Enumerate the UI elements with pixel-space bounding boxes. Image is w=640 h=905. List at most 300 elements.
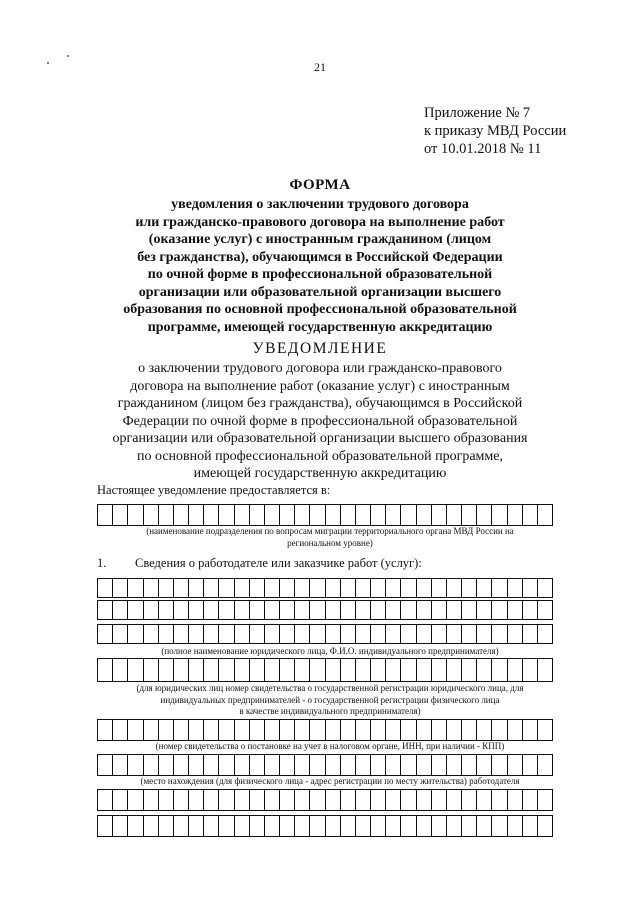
character-cell[interactable] [219, 579, 234, 597]
character-cell[interactable] [432, 720, 447, 740]
character-cell[interactable] [98, 755, 113, 775]
character-cell[interactable] [386, 659, 401, 681]
character-cell[interactable] [159, 505, 174, 525]
character-cell[interactable] [174, 755, 189, 775]
character-cell[interactable] [326, 579, 341, 597]
character-cell[interactable] [462, 625, 477, 643]
character-cell[interactable] [371, 790, 386, 810]
character-cell[interactable] [326, 625, 341, 643]
character-cell[interactable] [492, 601, 507, 619]
character-cell[interactable] [386, 755, 401, 775]
character-cell[interactable] [144, 505, 159, 525]
character-cell[interactable] [189, 659, 204, 681]
character-cell[interactable] [189, 816, 204, 836]
tax-grid[interactable] [97, 719, 553, 741]
character-cell[interactable] [538, 659, 553, 681]
character-cell[interactable] [280, 755, 295, 775]
address-grid-row[interactable] [97, 789, 553, 811]
character-cell[interactable] [371, 720, 386, 740]
character-cell[interactable] [113, 505, 128, 525]
character-cell[interactable] [235, 816, 250, 836]
section1-title: Сведения о работодателе или заказчике работ (услуг): [135, 556, 422, 570]
character-cell[interactable] [432, 625, 447, 643]
character-cell[interactable] [477, 505, 492, 525]
character-cell[interactable] [144, 720, 159, 740]
character-cell[interactable] [280, 720, 295, 740]
character-cell[interactable] [280, 816, 295, 836]
character-cell[interactable] [159, 625, 174, 643]
character-cell[interactable] [326, 755, 341, 775]
character-cell[interactable] [492, 579, 507, 597]
character-cell[interactable] [492, 625, 507, 643]
character-cell[interactable] [128, 755, 143, 775]
character-cell[interactable] [128, 505, 143, 525]
subtitle-line: (оказание услуг) с иностранным гражданином (лицом [148, 232, 492, 247]
subtitle-line: по очной форме в профессиональной образовательной [147, 267, 493, 282]
character-cell[interactable] [310, 601, 325, 619]
character-cell[interactable] [523, 659, 538, 681]
character-cell[interactable] [113, 790, 128, 810]
character-cell[interactable] [371, 505, 386, 525]
character-cell[interactable] [204, 755, 219, 775]
character-cell[interactable] [417, 579, 432, 597]
character-cell[interactable] [538, 755, 553, 775]
character-cell[interactable] [295, 579, 310, 597]
character-cell[interactable] [477, 755, 492, 775]
character-cell[interactable] [98, 625, 113, 643]
character-cell[interactable] [128, 790, 143, 810]
caption-line: индивидуальных предпринимателей - о государственной регистрации физического лица [160, 694, 500, 705]
character-cell[interactable] [356, 755, 371, 775]
character-cell[interactable] [310, 659, 325, 681]
character-cell[interactable] [386, 601, 401, 619]
character-cell[interactable] [508, 816, 523, 836]
notice-line: Федерации по очной форме в профессиональной образовательной [122, 413, 518, 429]
character-cell[interactable] [159, 579, 174, 597]
character-cell[interactable] [204, 505, 219, 525]
character-cell[interactable] [250, 790, 265, 810]
character-cell[interactable] [447, 755, 462, 775]
character-cell[interactable] [538, 790, 553, 810]
character-cell[interactable] [204, 601, 219, 619]
form-title: ФОРМА [289, 177, 351, 193]
character-cell[interactable] [432, 755, 447, 775]
character-cell[interactable] [417, 816, 432, 836]
subtitle-line: программе, имеющей государственную аккредитацию [147, 319, 493, 335]
character-cell[interactable] [477, 720, 492, 740]
character-cell[interactable] [508, 720, 523, 740]
character-cell[interactable] [371, 601, 386, 619]
character-cell[interactable] [144, 790, 159, 810]
character-cell[interactable] [204, 720, 219, 740]
character-cell[interactable] [265, 790, 280, 810]
character-cell[interactable] [189, 625, 204, 643]
character-cell[interactable] [235, 755, 250, 775]
character-cell[interactable] [462, 505, 477, 525]
character-cell[interactable] [310, 505, 325, 525]
character-cell[interactable] [341, 579, 356, 597]
character-cell[interactable] [356, 659, 371, 681]
full-name-grid-row[interactable] [97, 578, 553, 598]
character-cell[interactable] [508, 579, 523, 597]
address-grid[interactable] [97, 754, 553, 776]
character-cell[interactable] [189, 579, 204, 597]
character-cell[interactable] [250, 625, 265, 643]
character-cell[interactable] [98, 505, 113, 525]
character-cell[interactable] [341, 816, 356, 836]
character-cell[interactable] [356, 579, 371, 597]
character-cell[interactable] [310, 579, 325, 597]
character-cell[interactable] [174, 625, 189, 643]
character-cell[interactable] [371, 659, 386, 681]
character-cell[interactable] [508, 625, 523, 643]
character-cell[interactable] [492, 505, 507, 525]
character-cell[interactable] [265, 601, 280, 619]
character-cell[interactable] [295, 659, 310, 681]
character-cell[interactable] [341, 755, 356, 775]
character-cell[interactable] [265, 720, 280, 740]
character-cell[interactable] [204, 659, 219, 681]
character-cell[interactable] [447, 505, 462, 525]
notice-line: по основной профессиональной образовательной программе, [136, 448, 503, 464]
character-cell[interactable] [250, 816, 265, 836]
full-name-caption: (полное наименование юридического лица, Ф.И.О. индивидуального предпринимателя) [161, 646, 499, 656]
character-cell[interactable] [174, 720, 189, 740]
character-cell[interactable] [113, 625, 128, 643]
character-cell[interactable] [386, 505, 401, 525]
character-cell[interactable] [523, 625, 538, 643]
character-cell[interactable] [189, 505, 204, 525]
full-name-grid-row[interactable] [97, 600, 553, 620]
character-cell[interactable] [462, 601, 477, 619]
registration-grid[interactable] [97, 658, 553, 682]
character-cell[interactable] [113, 659, 128, 681]
character-cell[interactable] [235, 790, 250, 810]
character-cell[interactable] [295, 625, 310, 643]
character-cell[interactable] [401, 579, 416, 597]
character-cell[interactable] [371, 816, 386, 836]
character-cell[interactable] [295, 720, 310, 740]
character-cell[interactable] [462, 790, 477, 810]
character-cell[interactable] [113, 720, 128, 740]
character-cell[interactable] [144, 625, 159, 643]
character-cell[interactable] [235, 579, 250, 597]
character-cell[interactable] [508, 505, 523, 525]
notice-title: УВЕДОМЛЕНИЕ [252, 340, 388, 357]
character-cell[interactable] [98, 720, 113, 740]
character-cell[interactable] [174, 505, 189, 525]
character-cell[interactable] [477, 625, 492, 643]
character-cell[interactable] [508, 790, 523, 810]
character-cell[interactable] [508, 601, 523, 619]
character-cell[interactable] [204, 625, 219, 643]
appendix-line: Приложение № 7 [424, 105, 531, 121]
character-cell[interactable] [280, 505, 295, 525]
character-cell[interactable] [538, 601, 553, 619]
character-cell[interactable] [356, 790, 371, 810]
character-cell[interactable] [174, 579, 189, 597]
character-cell[interactable] [356, 625, 371, 643]
registration-caption [100, 683, 560, 718]
character-cell[interactable] [295, 816, 310, 836]
character-cell[interactable] [113, 601, 128, 619]
character-cell[interactable] [144, 579, 159, 597]
character-cell[interactable] [523, 601, 538, 619]
character-cell[interactable] [235, 720, 250, 740]
character-cell[interactable] [432, 659, 447, 681]
character-cell[interactable] [310, 720, 325, 740]
character-cell[interactable] [401, 790, 416, 810]
character-cell[interactable] [295, 601, 310, 619]
caption-line: в качестве индивидуального предпринимателя) [239, 706, 421, 716]
character-cell[interactable] [356, 816, 371, 836]
character-cell[interactable] [341, 790, 356, 810]
character-cell[interactable] [280, 579, 295, 597]
character-cell[interactable] [341, 720, 356, 740]
character-cell[interactable] [159, 601, 174, 619]
character-cell[interactable] [538, 579, 553, 597]
character-cell[interactable] [523, 579, 538, 597]
character-cell[interactable] [219, 720, 234, 740]
character-cell[interactable] [477, 790, 492, 810]
character-cell[interactable] [371, 755, 386, 775]
character-cell[interactable] [432, 579, 447, 597]
character-cell[interactable] [538, 816, 553, 836]
character-cell[interactable] [189, 755, 204, 775]
character-cell[interactable] [280, 790, 295, 810]
character-cell[interactable] [280, 601, 295, 619]
character-cell[interactable] [265, 505, 280, 525]
character-cell[interactable] [250, 579, 265, 597]
character-cell[interactable] [113, 579, 128, 597]
character-cell[interactable] [477, 659, 492, 681]
character-cell[interactable] [523, 790, 538, 810]
character-cell[interactable] [401, 625, 416, 643]
character-cell[interactable] [204, 790, 219, 810]
character-cell[interactable] [295, 755, 310, 775]
character-cell[interactable] [144, 659, 159, 681]
character-cell[interactable] [523, 720, 538, 740]
character-cell[interactable] [417, 505, 432, 525]
character-cell[interactable] [492, 755, 507, 775]
character-cell[interactable] [235, 601, 250, 619]
character-cell[interactable] [204, 579, 219, 597]
character-cell[interactable] [432, 601, 447, 619]
character-cell[interactable] [492, 816, 507, 836]
character-cell[interactable] [310, 816, 325, 836]
character-cell[interactable] [159, 790, 174, 810]
character-cell[interactable] [447, 659, 462, 681]
character-cell[interactable] [219, 601, 234, 619]
character-cell[interactable] [462, 659, 477, 681]
character-cell[interactable] [235, 505, 250, 525]
character-cell[interactable] [280, 659, 295, 681]
character-cell[interactable] [265, 816, 280, 836]
character-cell[interactable] [219, 505, 234, 525]
character-cell[interactable] [341, 659, 356, 681]
address-grid-row[interactable] [97, 815, 553, 837]
character-cell[interactable] [356, 505, 371, 525]
character-cell[interactable] [310, 625, 325, 643]
character-cell[interactable] [523, 755, 538, 775]
character-cell[interactable] [326, 816, 341, 836]
character-cell[interactable] [386, 720, 401, 740]
character-cell[interactable] [219, 816, 234, 836]
character-cell[interactable] [508, 755, 523, 775]
character-cell[interactable] [386, 790, 401, 810]
character-cell[interactable] [159, 659, 174, 681]
character-cell[interactable] [144, 601, 159, 619]
character-cell[interactable] [447, 601, 462, 619]
character-cell[interactable] [417, 659, 432, 681]
character-cell[interactable] [250, 505, 265, 525]
character-cell[interactable] [219, 659, 234, 681]
character-cell[interactable] [477, 816, 492, 836]
character-cell[interactable] [432, 816, 447, 836]
character-cell[interactable] [98, 579, 113, 597]
caption-line: региональном уровне) [287, 537, 373, 548]
character-cell[interactable] [295, 790, 310, 810]
character-cell[interactable] [174, 816, 189, 836]
character-cell[interactable] [174, 659, 189, 681]
character-cell[interactable] [401, 601, 416, 619]
character-cell[interactable] [538, 505, 553, 525]
character-cell[interactable] [356, 601, 371, 619]
character-cell[interactable] [189, 790, 204, 810]
character-cell[interactable] [401, 755, 416, 775]
character-cell[interactable] [265, 755, 280, 775]
character-cell[interactable] [250, 659, 265, 681]
character-cell[interactable] [295, 505, 310, 525]
character-cell[interactable] [219, 790, 234, 810]
character-cell[interactable] [326, 720, 341, 740]
character-cell[interactable] [159, 816, 174, 836]
character-cell[interactable] [128, 625, 143, 643]
character-cell[interactable] [204, 816, 219, 836]
character-cell[interactable] [113, 816, 128, 836]
character-cell[interactable] [386, 816, 401, 836]
character-cell[interactable] [401, 659, 416, 681]
form-subtitle [60, 196, 580, 336]
character-cell[interactable] [326, 601, 341, 619]
character-cell[interactable] [265, 625, 280, 643]
character-cell[interactable] [447, 816, 462, 836]
character-cell[interactable] [401, 816, 416, 836]
character-cell[interactable] [523, 816, 538, 836]
character-cell[interactable] [401, 720, 416, 740]
character-cell[interactable] [326, 790, 341, 810]
character-cell[interactable] [538, 625, 553, 643]
character-cell[interactable] [462, 720, 477, 740]
character-cell[interactable] [432, 790, 447, 810]
character-cell[interactable] [265, 579, 280, 597]
character-cell[interactable] [235, 625, 250, 643]
character-cell[interactable] [174, 790, 189, 810]
character-cell[interactable] [462, 579, 477, 597]
character-cell[interactable] [159, 755, 174, 775]
character-cell[interactable] [98, 659, 113, 681]
character-cell[interactable] [462, 755, 477, 775]
subtitle-line: уведомления о заключении трудового договора [171, 197, 469, 212]
character-cell[interactable] [310, 790, 325, 810]
character-cell[interactable] [356, 720, 371, 740]
character-cell[interactable] [492, 790, 507, 810]
character-cell[interactable] [326, 505, 341, 525]
character-cell[interactable] [128, 579, 143, 597]
character-cell[interactable] [128, 720, 143, 740]
character-cell[interactable] [417, 625, 432, 643]
character-cell[interactable] [371, 625, 386, 643]
character-cell[interactable] [189, 720, 204, 740]
character-cell[interactable] [128, 601, 143, 619]
character-cell[interactable] [326, 659, 341, 681]
character-cell[interactable] [447, 790, 462, 810]
character-cell[interactable] [235, 659, 250, 681]
character-cell[interactable] [462, 816, 477, 836]
notice-line: имеющей государственную аккредитацию [193, 466, 447, 481]
character-cell[interactable] [417, 601, 432, 619]
character-cell[interactable] [98, 601, 113, 619]
character-cell[interactable] [477, 601, 492, 619]
character-cell[interactable] [144, 755, 159, 775]
character-cell[interactable] [98, 816, 113, 836]
character-cell[interactable] [417, 755, 432, 775]
character-cell[interactable] [250, 601, 265, 619]
character-cell[interactable] [492, 720, 507, 740]
character-cell[interactable] [386, 579, 401, 597]
character-cell[interactable] [492, 659, 507, 681]
character-cell[interactable] [447, 625, 462, 643]
character-cell[interactable] [523, 505, 538, 525]
character-cell[interactable] [219, 625, 234, 643]
character-cell[interactable] [250, 720, 265, 740]
character-cell[interactable] [280, 625, 295, 643]
character-cell[interactable] [341, 601, 356, 619]
character-cell[interactable] [417, 720, 432, 740]
caption-line: (для юридических лиц номер свидетельства о государственной регистрации юридического лица, для [136, 683, 524, 693]
character-cell[interactable] [386, 625, 401, 643]
character-cell[interactable] [174, 601, 189, 619]
caption-line: (наименование подразделения по вопросам миграции территориального органа МВД России на [146, 526, 514, 536]
character-cell[interactable] [432, 505, 447, 525]
character-cell[interactable] [128, 816, 143, 836]
character-cell[interactable] [371, 579, 386, 597]
character-cell[interactable] [219, 755, 234, 775]
full-name-grid-row[interactable] [97, 624, 553, 644]
character-cell[interactable] [113, 755, 128, 775]
character-cell[interactable] [310, 755, 325, 775]
character-cell[interactable] [265, 659, 280, 681]
notice-line: гражданином (лицом без гражданства), обучающимся в Российской [117, 396, 523, 411]
character-cell[interactable] [417, 790, 432, 810]
character-cell[interactable] [477, 579, 492, 597]
character-cell[interactable] [341, 625, 356, 643]
character-cell[interactable] [508, 659, 523, 681]
character-cell[interactable] [128, 659, 143, 681]
character-cell[interactable] [250, 755, 265, 775]
authority-input-grid[interactable] [97, 504, 553, 526]
appendix-header [424, 104, 566, 158]
character-cell[interactable] [447, 579, 462, 597]
character-cell[interactable] [401, 505, 416, 525]
character-cell[interactable] [341, 505, 356, 525]
character-cell[interactable] [98, 790, 113, 810]
character-cell[interactable] [159, 720, 174, 740]
character-cell[interactable] [144, 816, 159, 836]
character-cell[interactable] [447, 720, 462, 740]
character-cell[interactable] [538, 720, 553, 740]
character-cell[interactable] [189, 601, 204, 619]
